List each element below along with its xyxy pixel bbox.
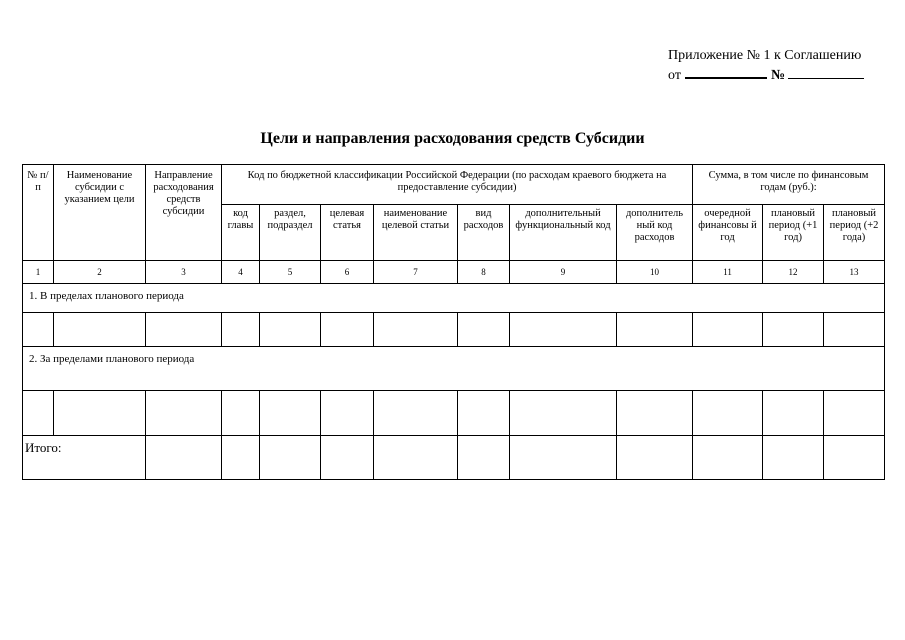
appendix-header bbox=[668, 46, 864, 85]
empty-cell bbox=[23, 313, 54, 347]
empty-cell bbox=[146, 436, 222, 480]
from-label: от bbox=[668, 68, 681, 83]
empty-cell bbox=[458, 391, 510, 436]
section-label: 1. В пределах планового периода bbox=[23, 284, 885, 313]
empty-cell bbox=[458, 313, 510, 347]
empty-cell bbox=[374, 436, 458, 480]
header-expense-type: вид расходов bbox=[458, 205, 510, 261]
header-direction: Направление расходования средств субсидии bbox=[146, 165, 222, 261]
empty-cell bbox=[510, 436, 617, 480]
column-number: 8 bbox=[458, 261, 510, 284]
empty-cell bbox=[510, 391, 617, 436]
empty-cell bbox=[693, 313, 763, 347]
empty-cell bbox=[693, 436, 763, 480]
header-plan-year-2: плановый период (+2 года) bbox=[824, 205, 885, 261]
header-functional-code: дополнительный функциональный код bbox=[510, 205, 617, 261]
empty-cell bbox=[321, 436, 374, 480]
empty-cell bbox=[824, 391, 885, 436]
empty-cell bbox=[260, 313, 321, 347]
header-target-item: целевая статья bbox=[321, 205, 374, 261]
column-number: 10 bbox=[617, 261, 693, 284]
appendix-line: Приложение № 1 к Соглашению bbox=[668, 48, 862, 63]
number-blank bbox=[788, 66, 864, 79]
section-label: 2. За пределами планового периода bbox=[23, 347, 885, 391]
empty-cell bbox=[617, 313, 693, 347]
column-number: 2 bbox=[54, 261, 146, 284]
document-title: Цели и направления расходования средств Субсидии bbox=[260, 130, 645, 147]
empty-cell bbox=[260, 436, 321, 480]
header-target-item-name: наименование целевой статьи bbox=[374, 205, 458, 261]
subsidy-table bbox=[22, 164, 885, 480]
empty-cell bbox=[824, 313, 885, 347]
empty-cell bbox=[260, 391, 321, 436]
column-number-row bbox=[23, 261, 885, 284]
empty-cell bbox=[54, 313, 146, 347]
agreement-date-number-line bbox=[668, 65, 864, 85]
empty-cell bbox=[824, 436, 885, 480]
header-budget-code: Код по бюджетной классификации Российской Федерации (по расходам краевого бюджета на предоставление субсидии) bbox=[222, 165, 693, 205]
empty-cell bbox=[510, 313, 617, 347]
empty-cell bbox=[321, 391, 374, 436]
empty-cell bbox=[222, 391, 260, 436]
number-sign: № bbox=[770, 68, 786, 83]
header-section: раздел, подраздел bbox=[260, 205, 321, 261]
empty-cell bbox=[146, 313, 222, 347]
empty-cell bbox=[146, 391, 222, 436]
table-row bbox=[23, 391, 885, 436]
section-row-beyond-period bbox=[23, 347, 885, 391]
empty-cell bbox=[54, 391, 146, 436]
header-plan-year-1: плановый период (+1 год) bbox=[763, 205, 824, 261]
header-chapter-code: код главы bbox=[222, 205, 260, 261]
empty-cell bbox=[763, 391, 824, 436]
empty-cell bbox=[763, 436, 824, 480]
column-number: 7 bbox=[374, 261, 458, 284]
section-row-within-period bbox=[23, 284, 885, 313]
date-blank bbox=[685, 65, 767, 79]
total-row bbox=[23, 436, 885, 480]
empty-cell bbox=[693, 391, 763, 436]
column-number: 11 bbox=[693, 261, 763, 284]
header-num: № п/п bbox=[23, 165, 54, 261]
empty-cell bbox=[321, 313, 374, 347]
column-number: 4 bbox=[222, 261, 260, 284]
empty-cell bbox=[763, 313, 824, 347]
column-number: 13 bbox=[824, 261, 885, 284]
table-row bbox=[23, 313, 885, 347]
empty-cell bbox=[458, 436, 510, 480]
column-number: 5 bbox=[260, 261, 321, 284]
column-number: 6 bbox=[321, 261, 374, 284]
header-extra-expense-code: дополнитель ный код расходов bbox=[617, 205, 693, 261]
total-label: Итого: bbox=[23, 436, 146, 480]
column-number: 12 bbox=[763, 261, 824, 284]
header-name: Наименование субсидии с указанием цели bbox=[54, 165, 146, 261]
empty-cell bbox=[23, 391, 54, 436]
header-sum: Сумма, в том числе по финансовым годам (руб.): bbox=[693, 165, 885, 205]
empty-cell bbox=[617, 391, 693, 436]
header-next-year: очередной финансовы й год bbox=[693, 205, 763, 261]
column-number: 9 bbox=[510, 261, 617, 284]
empty-cell bbox=[222, 313, 260, 347]
empty-cell bbox=[222, 436, 260, 480]
empty-cell bbox=[374, 391, 458, 436]
empty-cell bbox=[617, 436, 693, 480]
empty-cell bbox=[374, 313, 458, 347]
header-row-1 bbox=[23, 165, 885, 205]
column-number: 1 bbox=[23, 261, 54, 284]
column-number: 3 bbox=[146, 261, 222, 284]
